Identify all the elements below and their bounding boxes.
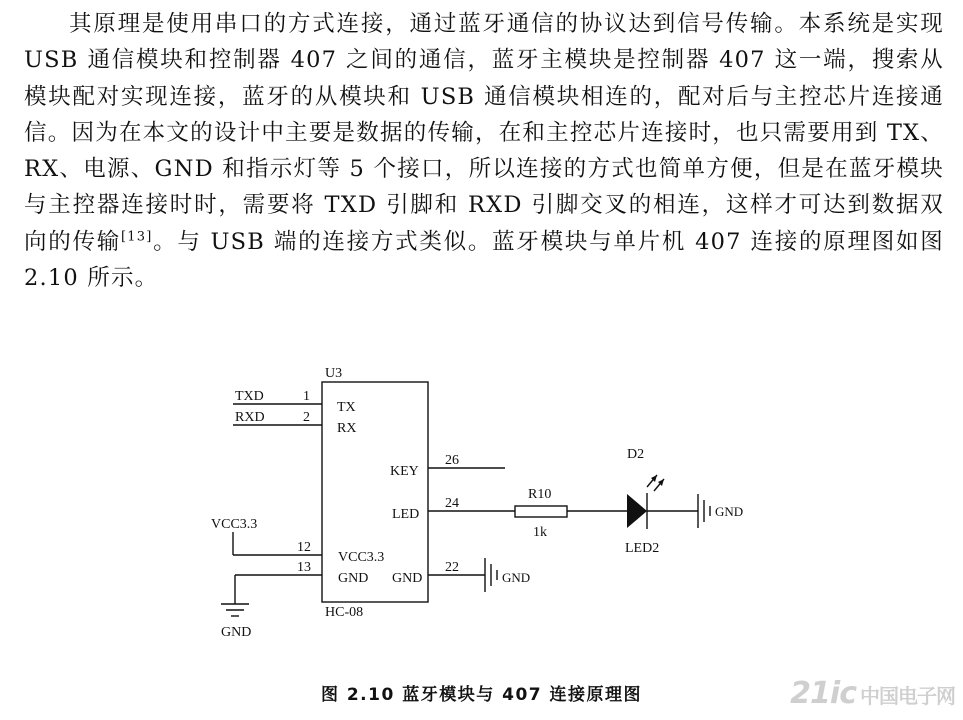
citation-ref[interactable]: [13]: [121, 229, 153, 245]
gnd1-label: GND: [715, 504, 744, 519]
chip-body: [322, 382, 428, 602]
figure-caption: 图 2.10 蓝牙模块与 407 连接原理图: [320, 685, 643, 705]
paragraph-text-tail: 。与 USB 端的连接方式类似。蓝牙模块与单片机 407 连接的原理图如图 2.10 所示。: [24, 228, 944, 292]
pin13-label: GND: [338, 571, 369, 586]
led-ref: D2: [627, 447, 645, 462]
body-paragraph: [24, 6, 944, 296]
gnd3-label: GND: [502, 570, 531, 585]
watermark-text: 21ic: [790, 676, 856, 711]
gnd2-label: GND: [221, 625, 252, 640]
pin26-num: 26: [445, 453, 459, 468]
pin26-label: KEY: [390, 464, 419, 479]
pin1-num: 1: [303, 389, 310, 404]
resistor-ref: R10: [528, 487, 552, 502]
chip-ref: U3: [325, 366, 343, 381]
pin22-label: GND: [392, 571, 423, 586]
pin24-label: LED: [392, 507, 420, 522]
pin12-num: 12: [297, 540, 311, 555]
led-diode-icon: [627, 494, 647, 528]
pin2-label: RX: [337, 421, 357, 436]
net-txd: TXD: [235, 389, 264, 404]
bluetooth-schematic: [195, 360, 815, 650]
led-name: LED2: [625, 541, 660, 556]
net-rxd: RXD: [235, 410, 265, 425]
vcc-label: VCC3.3: [211, 517, 258, 532]
pin12-label: VCC3.3: [338, 550, 385, 565]
resistor-body: [515, 506, 567, 517]
watermark-logo: [790, 676, 955, 711]
resistor-value: 1k: [533, 525, 547, 540]
pin2-num: 2: [303, 410, 310, 425]
pin13-num: 13: [297, 560, 311, 575]
pin24-num: 24: [445, 496, 459, 511]
watermark-cn: 中国电子网: [860, 684, 955, 708]
pin22-num: 22: [445, 560, 459, 575]
chip-name: HC-08: [325, 605, 364, 620]
pin1-label: TX: [337, 400, 356, 415]
paragraph-text: 其原理是使用串口的方式连接，通过蓝牙通信的协议达到信号传输。本系统是实现 USB 通信模块和控制器 407 之间的通信，蓝牙主模块是控制器 407 这一端，搜索从模块配对实现连接，蓝牙的从模块和 USB 通信模块相连的，配对后与主控芯片连接通信。因为在本文的设计中主要是数据的传输，在和主控芯片连接时，也只需要用到 TX、RX、电源、GND 和指示灯等 5 个接口，所以连接的方式也简单方便，但是在蓝牙模块与主控器连接时时，需要将 TXD 引脚和 RXD 引脚交叉的相连，这样才可达到数据双向的传输: [24, 11, 944, 255]
